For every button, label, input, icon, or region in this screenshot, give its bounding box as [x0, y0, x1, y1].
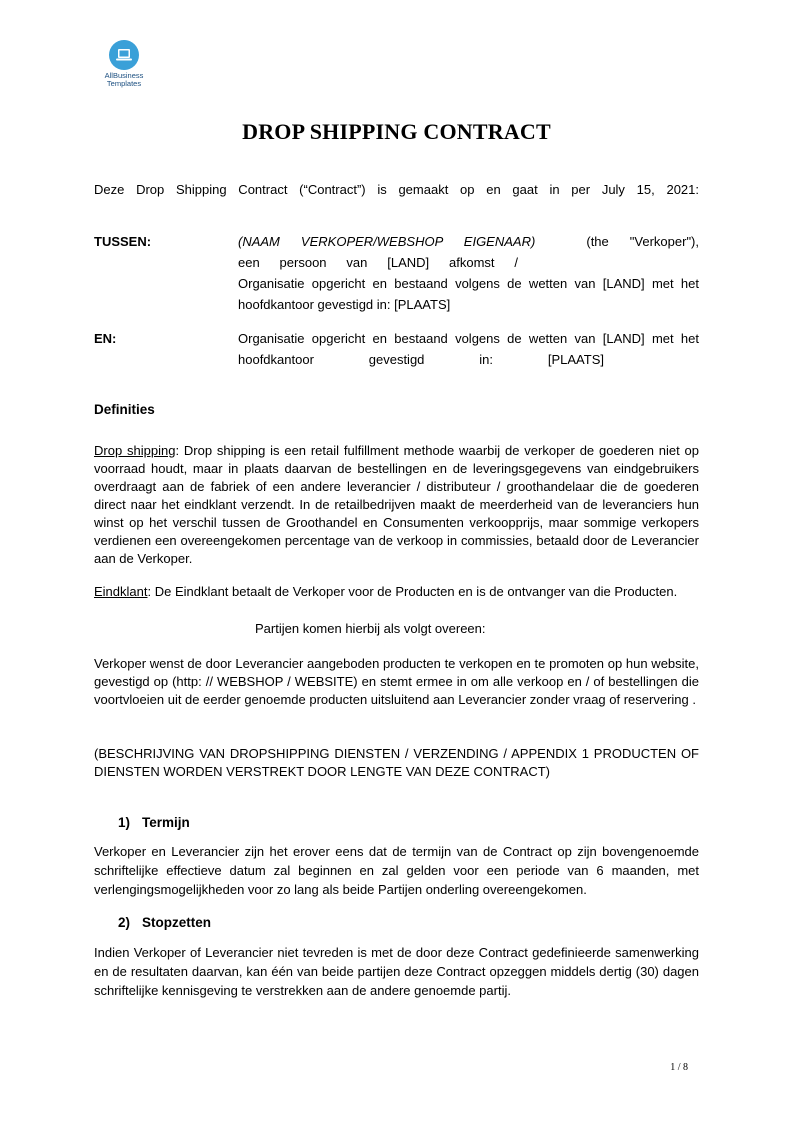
logo-line-1: AllBusiness	[104, 71, 144, 80]
section-1-number: 1)	[118, 815, 131, 830]
between-line-1	[238, 231, 699, 252]
seller-designation: (the "Verkoper"),	[586, 234, 699, 249]
between-line-3: Organisatie opgericht en bestaand volgens de wetten van [LAND] met het	[238, 276, 699, 291]
enduser-term: Eindklant	[94, 584, 148, 599]
document-title: DROP SHIPPING CONTRACT	[242, 119, 551, 144]
between-line-2: een persoon van [LAND] afkomst /	[238, 255, 518, 270]
and-label: EN:	[94, 331, 117, 346]
description-paragraph: (BESCHRIJVING VAN DROPSHIPPING DIENSTEN / VERZENDING / APPENDIX 1 PRODUCTEN OF DIENSTEN WORDEN VERSTREKT DOOR LENGTE VAN DEZE CONTRACT)	[94, 746, 699, 779]
dropshipping-definition	[94, 442, 699, 568]
dropshipping-term: Drop shipping	[94, 443, 176, 458]
section-1-title: Termijn	[142, 815, 190, 830]
between-label: TUSSEN:	[94, 234, 152, 249]
section-2-title: Stopzetten	[142, 915, 211, 930]
page-number: 1 / 8	[670, 1062, 688, 1073]
enduser-text: : De Eindklant betaalt de Verkoper voor de Producten en is de ontvanger van die Producten.	[147, 584, 678, 599]
section-1-text: Verkoper en Leverancier zijn het erover eens dat de termijn van de Contract op zijn bovengenoemde schriftelijke effectieve datum zal beginnen en zal gelden voor een periode van 6 maanden, met verlengingsmogelijkheden voor zo lang als beide Partijen onderling overeengekomen.	[94, 844, 699, 897]
section-2-heading	[118, 915, 211, 930]
and-party-block	[238, 328, 699, 370]
definitions-heading: Definities	[94, 402, 155, 417]
between-party-block	[238, 231, 699, 315]
section-2-number: 2)	[118, 915, 131, 930]
intro-line: Deze Drop Shipping Contract (“Contract”) is gemaakt op en gaat in per July 15, 2021:	[94, 182, 699, 197]
seller-name-placeholder: (NAAM VERKOPER/WEBSHOP EIGENAAR)	[238, 234, 536, 249]
between-line-4: hoofdkantoor gevestigd in: [PLAATS]	[238, 297, 451, 312]
and-line-2: hoofdkantoor gevestigd in: [PLAATS]	[238, 352, 604, 367]
section-2-text: Indien Verkoper of Leverancier niet tevreden is met de door deze Contract gedefinieerde samenwerking en de resultaten daarvan, kan één van beide partijen deze Contract opzeggen middels dertig (30) dagen schriftelijke kennisgeving te verstrekken aan de andere genoemde partij.	[94, 945, 699, 998]
section-1-heading	[118, 815, 190, 830]
seller-paragraph: Verkoper wenst de door Leverancier aangeboden producten te verkopen en te promoten op hun website, gevestigd op (http: // WEBSHOP / WEBSITE) en stemt ermee in om alle verkoop en / of bestellingen die voortvloeien uit de eerder genoemde producten uitsluitend aan Leverancier zonder vraag of reservering .	[94, 656, 699, 707]
logo-line-2: Templates	[106, 79, 142, 88]
enduser-definition	[94, 583, 699, 601]
laptop-icon	[109, 40, 139, 70]
and-line-1: Organisatie opgericht en bestaand volgens de wetten van [LAND] met het	[238, 331, 699, 346]
dropshipping-text: : Drop shipping is een retail fulfillment methode waarbij de verkoper de goederen niet op voorraad houdt, maar in plaats daarvan de bestellingen en de leveringsgegevens van eindgebruikers overdraagt aan de fabriek of een andere leverancier / distributeur / groothandelaar die de goederen direct naar het eindklant verzendt. In de retailbedrijven maakt de meerderheid van de leveranciers hun winst op het verschil tussen de Groothandel en Consumenten verkoopprijs, maar sommige verkopers verdienen een overeengekomen percentage van de verkoop in commissies, betaald door de Leverancier aan de Verkoper.	[94, 443, 700, 566]
agreement-line: Partijen komen hierbij als volgt overeen:	[255, 621, 486, 636]
company-logo	[100, 40, 148, 88]
